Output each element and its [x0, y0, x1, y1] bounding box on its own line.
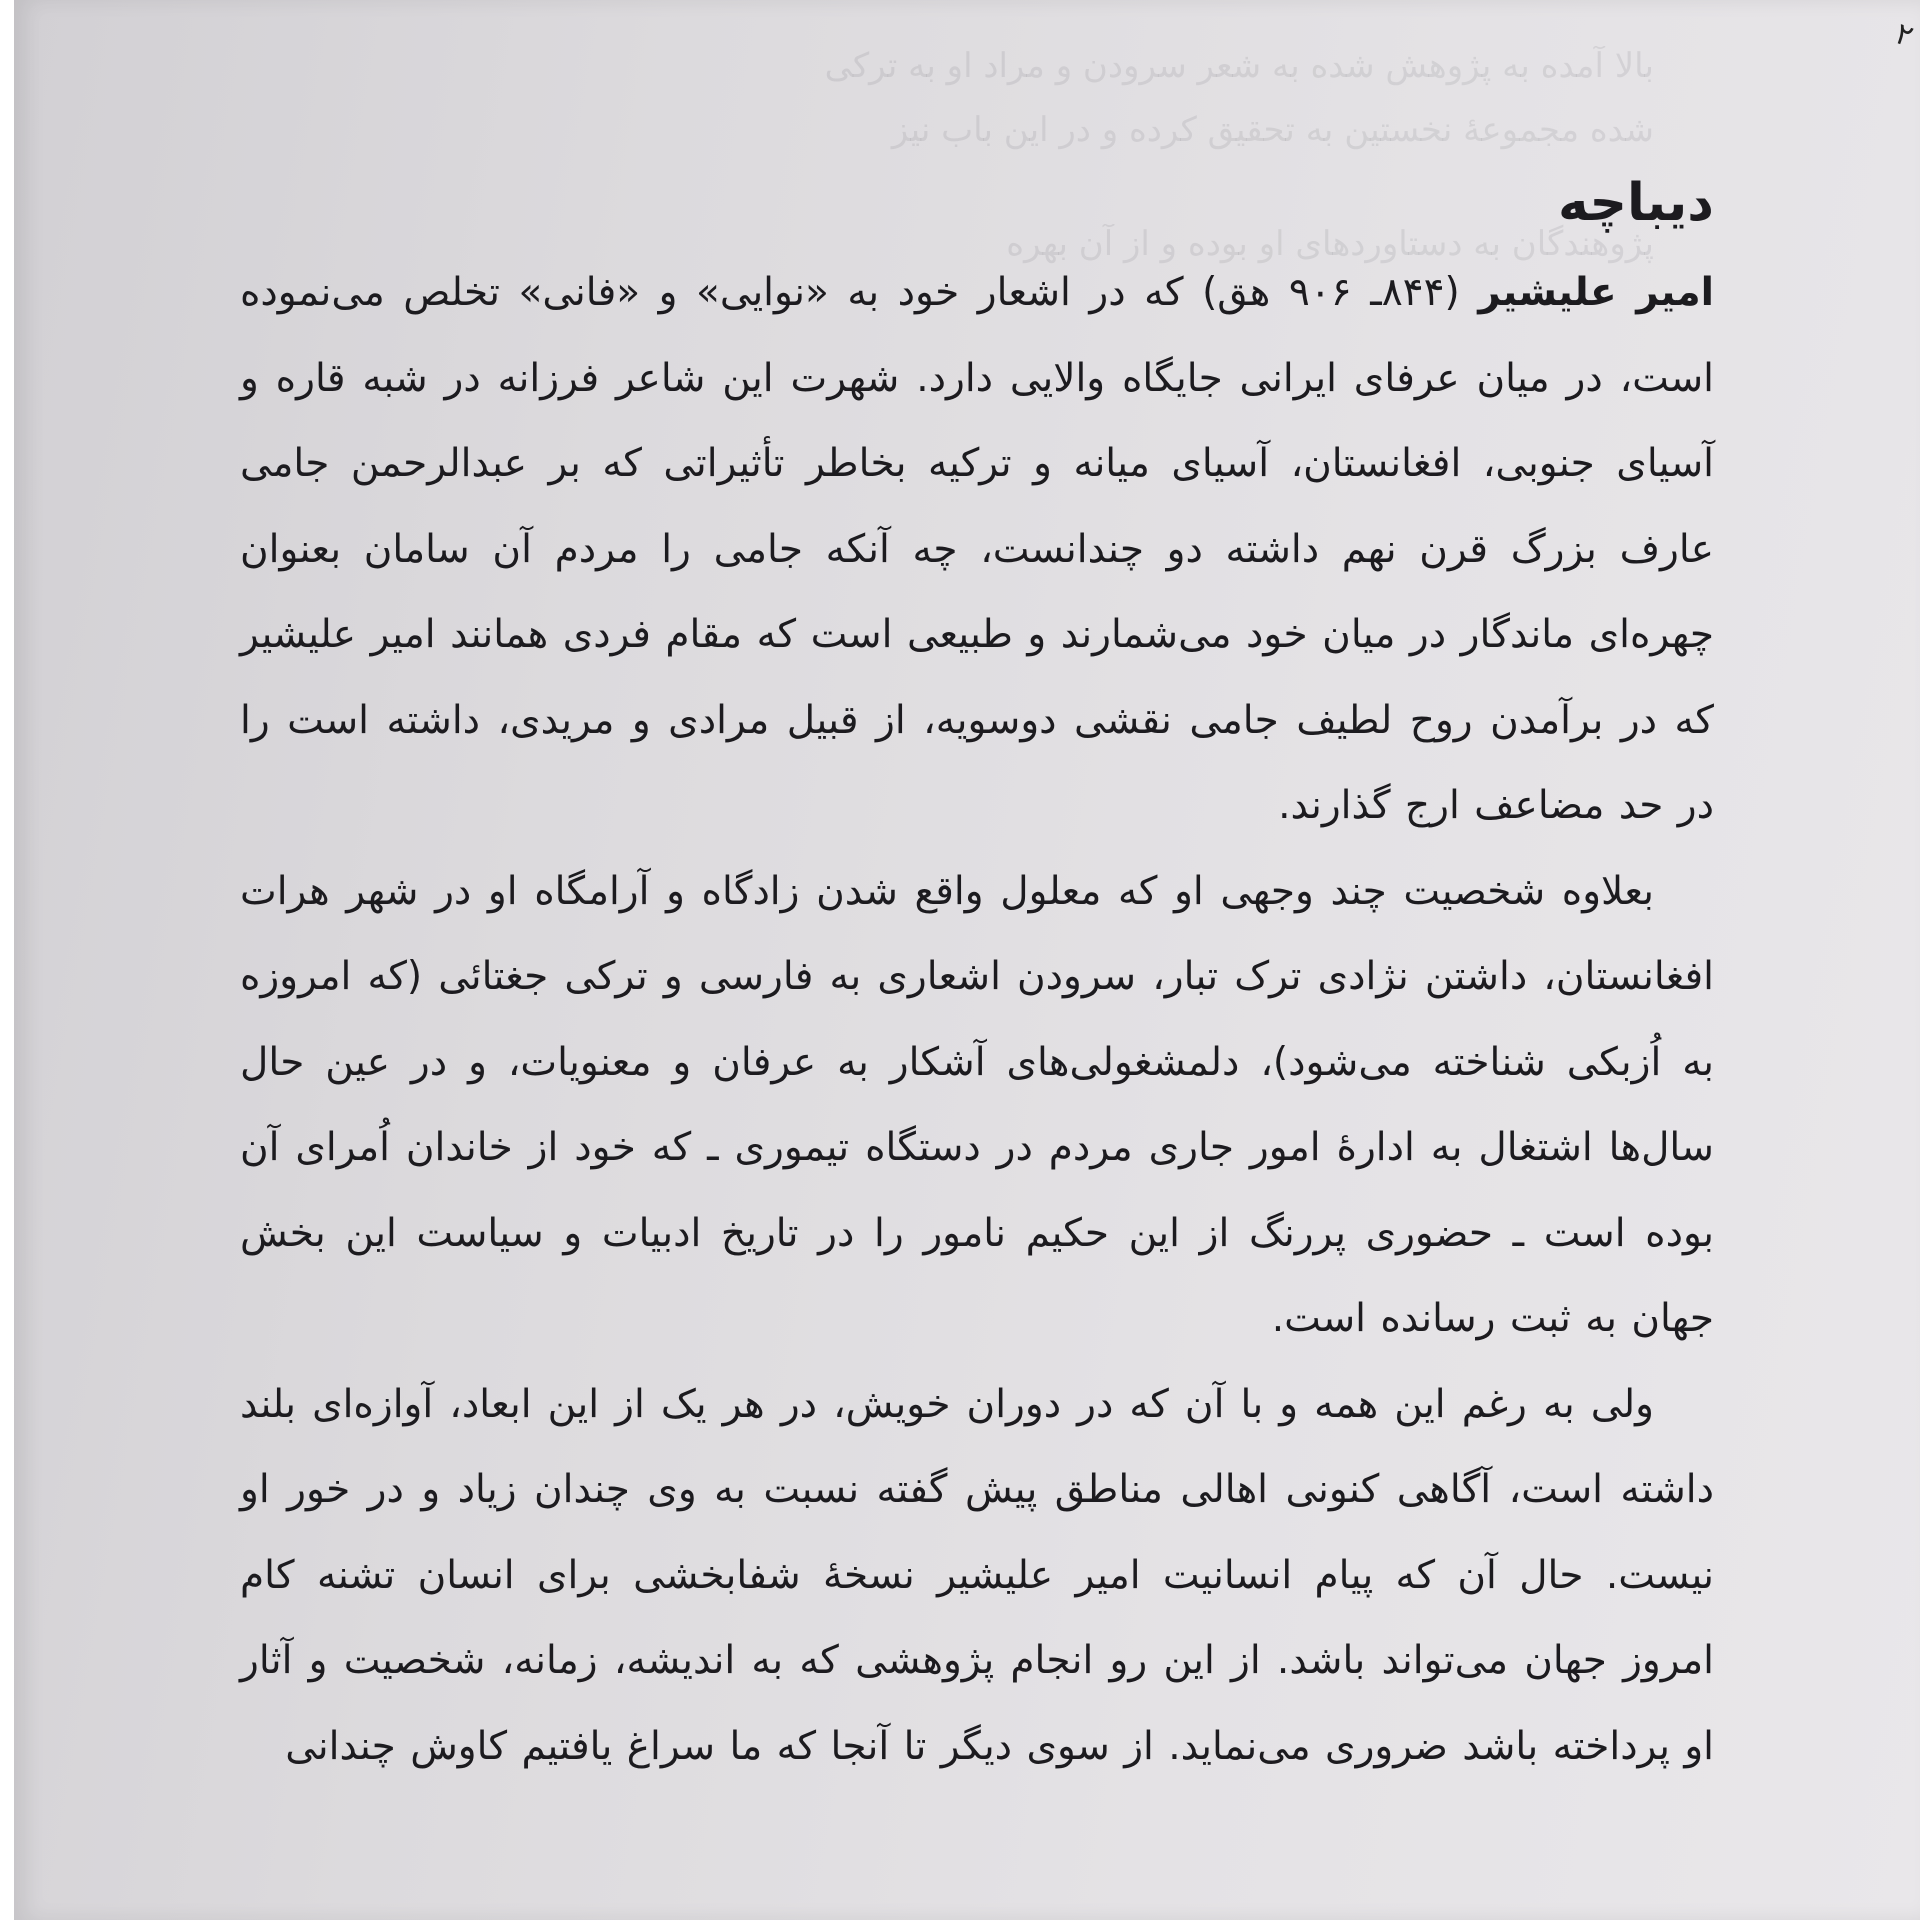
body-text	[240, 168, 1714, 1789]
paragraph-text: (۸۴۴ـ ۹۰۶ هق) که در اشعار خود به «نوایی» و «فانی» تخلص می‌نموده است، در میان عرفای ایرانی جایگاه والایی دارد. شهرت این شاعر فرزانه در شبه قاره و آسیای جنوبی، افغانستان، آسیای میانه و ترکیه بخاطر تأثیراتی که بر عبدالرحمن جامی عارف بزرگ قرن نهم داشته دو چندانست، چه آنکه جامی را مردم آن سامان بعنوان چهره‌ای ماندگار در میان خود می‌شمارند و طبیعی است که مقام فردی همانند امیر علیشیر که در برآمدن روح لطیف جامی نقشی دوسویه، از قبیل مرادی و مریدی، داشته است را در حد مضاعف ارج گذارند.	[240, 270, 1714, 828]
paragraph-2	[240, 849, 1714, 1362]
book-page	[14, 0, 1920, 1920]
paragraph-text: بعلاوه شخصیت چند وجهی او که معلول واقع شدن زادگاه و آرامگاه او در شهر هرات افغانستان، داشتن نژادی ترک تبار، سرودن اشعاری به فارسی و ترکی جغتائی (که امروزه به اُزبکی شناخته می‌شود)، دلمشغولی‌های آشکار به عرفان و معنویات، و در عین حال سال‌ها اشتغال به ادارهٔ امور جاری مردم در دستگاه تیموری ـ که خود از خاندان اُمرای آن بوده است ـ حضوری پررنگ از این حکیم نامور را در تاریخ ادبیات و سیاست این بخش جهان به ثبت رسانده است.	[240, 868, 1714, 1341]
bleed-through-line: بالا آمده به پژوهش شده به شعر سرودن و مراد او به ترکی	[824, 46, 1654, 86]
paragraph-lead: امیر علیشیر	[1478, 270, 1715, 315]
paragraph-3	[240, 1362, 1714, 1790]
paragraph-text: ولی به رغم این همه و با آن که در دوران خویش، در هر یک از این ابعاد، آوازه‌ای بلند داشته است، آگاهی کنونی اهالی مناطق پیش گفته نسبت به وی چندان زیاد و در خور او نیست. حال آن که پیام انسانیت امیر علیشیر نسخهٔ شفابخشی برای انسان تشنه کام امروز جهان می‌تواند باشد. از این رو انجام پژوهشی که به اندیشه، زمانه، شخصیت و آثار او پرداخته باشد ضروری می‌نماید. از سوی دیگر تا آنجا که ما سراغ یافتیم کاوش چندانی	[240, 1381, 1714, 1769]
bleed-through-line: پژوهندگان به دستاوردهای او بوده و از آن بهره	[1006, 224, 1654, 264]
bleed-through-line: شده مجموعهٔ نخستین به تحقیق کرده و در این باب نیز	[891, 110, 1654, 150]
page-corner-mark: ٢	[1890, 16, 1918, 55]
page-title: دیباچه	[1558, 173, 1714, 233]
paragraph-1	[240, 250, 1714, 849]
